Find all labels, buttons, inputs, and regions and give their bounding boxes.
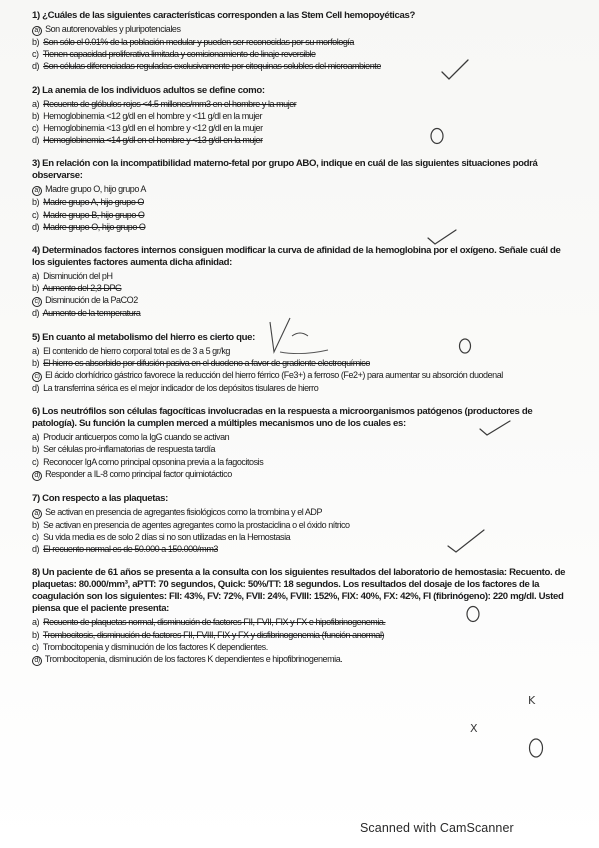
option-letter: c) (32, 372, 42, 382)
option-text: Trombocitosis, disminución de factores FII, FVIII, FIX y FX y disfibrinogenemia (función anormal) (42, 629, 385, 640)
option-text: Son células diferenciadas reguladas exclusivamente por citoquinas solubles del microambiente (43, 61, 381, 72)
answer-option (32, 382, 567, 394)
option-text: Hemoglobinemia <12 g/dl en el hombre y <11 g/dl en la mujer (43, 110, 262, 121)
answer-option (32, 369, 567, 382)
option-text: Disminución del pH (43, 271, 113, 282)
answer-option (32, 629, 567, 641)
answer-option (32, 543, 567, 555)
handwritten-k: K (528, 694, 536, 707)
option-letter: d) (32, 308, 40, 319)
answer-option (32, 196, 567, 208)
option-text: Tienen capacidad proliferativa limitada y comisionamiento de linaje reversible (42, 49, 316, 60)
exam-sheet (32, 10, 567, 678)
question-text: 4) Determinados factores internos consiguen modificar la curva de afinidad de la hemoglobina por el oxígeno. Señale cuál de los siguientes factores aumenta dicha afinidad: (32, 245, 561, 269)
option-text: El recuento normal es de 50.000 a 150.000/mm3 (43, 544, 218, 555)
answer-option (32, 307, 567, 319)
answer-option (32, 282, 567, 294)
option-letter: a) (32, 186, 42, 196)
answer-option (32, 641, 567, 653)
answer-option (32, 294, 567, 307)
answer-option (32, 122, 567, 134)
option-letter: d) (32, 544, 40, 555)
option-letter: a) (32, 617, 40, 628)
option-letter: b) (32, 197, 40, 208)
option-text: Son sólo el 0.01% de la población medular y pueden ser reconocidas por su morfología (43, 37, 354, 47)
option-text: Se activan en presencia de agregantes fisiológicos como la trombina y el ADP (45, 506, 323, 517)
option-letter: b) (32, 629, 40, 640)
answer-option (32, 209, 567, 221)
option-text: Madre grupo O, hijo grupo O (43, 221, 146, 232)
answer-option (32, 36, 567, 48)
question-block (32, 85, 567, 147)
circle-mark-q8 (526, 736, 546, 760)
option-letter: c) (32, 49, 39, 60)
option-text: El contenido de hierro corporal total es de 3 a 5 gr/kg (43, 345, 230, 356)
option-text: Se activan en presencia de agentes agregantes como la prostaciclina o el óxido nítrico (43, 519, 350, 530)
question-text: 5) En cuanto al metabolismo del hierro es cierto que: (32, 331, 255, 343)
option-letter: d) (32, 135, 40, 146)
option-text: La transferrina sérica es el mejor indicador de los depósitos tisulares de hierro (43, 383, 319, 394)
option-letter: d) (32, 221, 40, 232)
answer-option (32, 48, 567, 60)
answer-option (32, 270, 567, 282)
question-text: 3) En relación con la incompatibilidad materno-fetal por grupo ABO, indique en cuál de las siguientes situaciones podrá observarse: (32, 158, 538, 182)
option-letter: c) (32, 209, 39, 220)
option-text: Responder a IL-8 como principal factor quimiotáctico (45, 468, 232, 479)
answer-option (32, 616, 567, 628)
option-text: Son autorenovables y pluripotenciales (45, 24, 181, 34)
answer-option (32, 468, 567, 481)
option-text: El hierro es absorbido por difusión pasiva en el duodeno a favor de gradiente electroquímico (43, 357, 370, 368)
question-text: 2) La anemia de los individuos adultos se define como: (32, 84, 265, 96)
answer-option (32, 134, 567, 146)
option-letter: d) (32, 383, 40, 394)
answer-option (32, 456, 567, 468)
option-text: Hemoglobinemia <14 g/dl en el hombre y <13 g/dl en la mujer (43, 135, 263, 146)
answer-option (32, 23, 567, 36)
answer-option (32, 431, 567, 443)
answer-option (32, 98, 567, 110)
option-letter: d) (32, 656, 42, 666)
option-letter: d) (32, 471, 42, 481)
option-letter: b) (32, 444, 40, 455)
question-text: 8) Un paciente de 61 años se presenta a la consulta con los siguientes resultados del laboratorio de hemostasia: Recuento. de plaquetas: 80.000/mm³, aPTT: 70 segundos, Quick: 50%/TT: 18 segundos. Los resultados del dosaje de los factores de la coagulación son los siguientes: FII: 43%, FV: 72%, FVII: 24%, FVIII: 152%, FIX: 40%, FX: 42%, FI (fibrinógeno): 220 mg/dl. Usted piensa que el paciente presenta: (32, 567, 566, 615)
question-block (32, 332, 567, 395)
option-letter: b) (32, 519, 40, 530)
option-letter: c) (32, 532, 39, 543)
question-block (32, 158, 567, 233)
handwritten-x: X (470, 722, 478, 735)
option-text: Disminución de la PaCO2 (45, 295, 138, 306)
question-block (32, 493, 567, 556)
option-text: Producir anticuerpos como la IgG cuando se activan (43, 432, 230, 443)
option-letter: b) (32, 110, 40, 121)
option-text: Madre grupo O, hijo grupo A (45, 184, 146, 195)
answer-option (32, 653, 567, 666)
answer-option (32, 183, 567, 196)
option-letter: a) (32, 345, 40, 356)
option-text: Trombocitopenia, disminución de los factores K dependientes e hipofibrinogenemia. (44, 654, 343, 665)
option-letter: a) (32, 26, 42, 36)
option-text: Trombocitopenia y disminución de los factores K dependientes. (42, 641, 268, 652)
option-text: Reconocer IgA como principal opsonina previa a la fagocitosis (43, 456, 264, 467)
option-letter: c) (32, 123, 39, 134)
option-letter: b) (32, 37, 40, 47)
answer-option (32, 531, 567, 543)
option-text: Recuento de glóbulos rojos <4.5 millones/mm3 en el hombre y la mujer (43, 98, 297, 109)
option-text: Madre grupo A, hijo grupo O (43, 197, 144, 208)
question-text: 1) ¿Cuáles de las siguientes características corresponden a las Stem Cell hemopoyéticas? (32, 10, 415, 21)
question-block (32, 406, 567, 481)
answer-option (32, 506, 567, 519)
option-letter: a) (32, 432, 40, 443)
answer-option (32, 443, 567, 455)
question-block (32, 245, 567, 320)
answer-option (32, 221, 567, 233)
answer-option (32, 345, 567, 357)
option-letter: b) (32, 283, 40, 294)
answer-option (32, 110, 567, 122)
option-text: El ácido clorhídrico gástrico favorece la reducción del hierro férrico (Fe3+) a ferroso (Fe2+) para aumentar su absorción duodenal (45, 370, 503, 381)
question-text: 6) Los neutrófilos son células fagocíticas involucradas en la respuesta a microorganismos patógenos (productores de patología). Su función la cumplen merced a múltiples mecanismos uno de los cuales es: (32, 406, 533, 430)
answer-option (32, 519, 567, 531)
option-text: Hemoglobinemia <13 g/dl en el hombre y <12 g/dl en la mujer (43, 123, 263, 134)
option-letter: b) (32, 357, 40, 368)
answer-option (32, 60, 567, 72)
option-letter: c) (32, 641, 39, 652)
option-text: Ser células pro-inflamatorias de respuesta tardía (43, 444, 216, 455)
option-letter: a) (32, 98, 40, 109)
scanner-footer: Scanned with CamScanner (360, 821, 514, 835)
option-letter: d) (32, 61, 40, 72)
option-text: Aumento del 2,3 DPG (42, 283, 122, 294)
question-block (32, 10, 567, 73)
option-text: Madre grupo B, hijo grupo O (43, 209, 145, 220)
option-text: Recuento de plaquetas normal, disminución de factores FII, FVII, FIX y FX e hipofibrinogenemia. (43, 617, 386, 628)
option-letter: a) (32, 509, 42, 519)
answer-option (32, 357, 567, 369)
question-block (32, 567, 567, 666)
option-letter: c) (32, 297, 42, 307)
option-text: Su vida media es de solo 2 días si no son utilizadas en la Hemostasia (43, 532, 291, 543)
option-letter: a) (32, 271, 40, 282)
option-letter: c) (32, 456, 39, 467)
question-text: 7) Con respecto a las plaquetas: (32, 492, 168, 504)
option-text: Aumento de la temperatura (42, 308, 141, 319)
